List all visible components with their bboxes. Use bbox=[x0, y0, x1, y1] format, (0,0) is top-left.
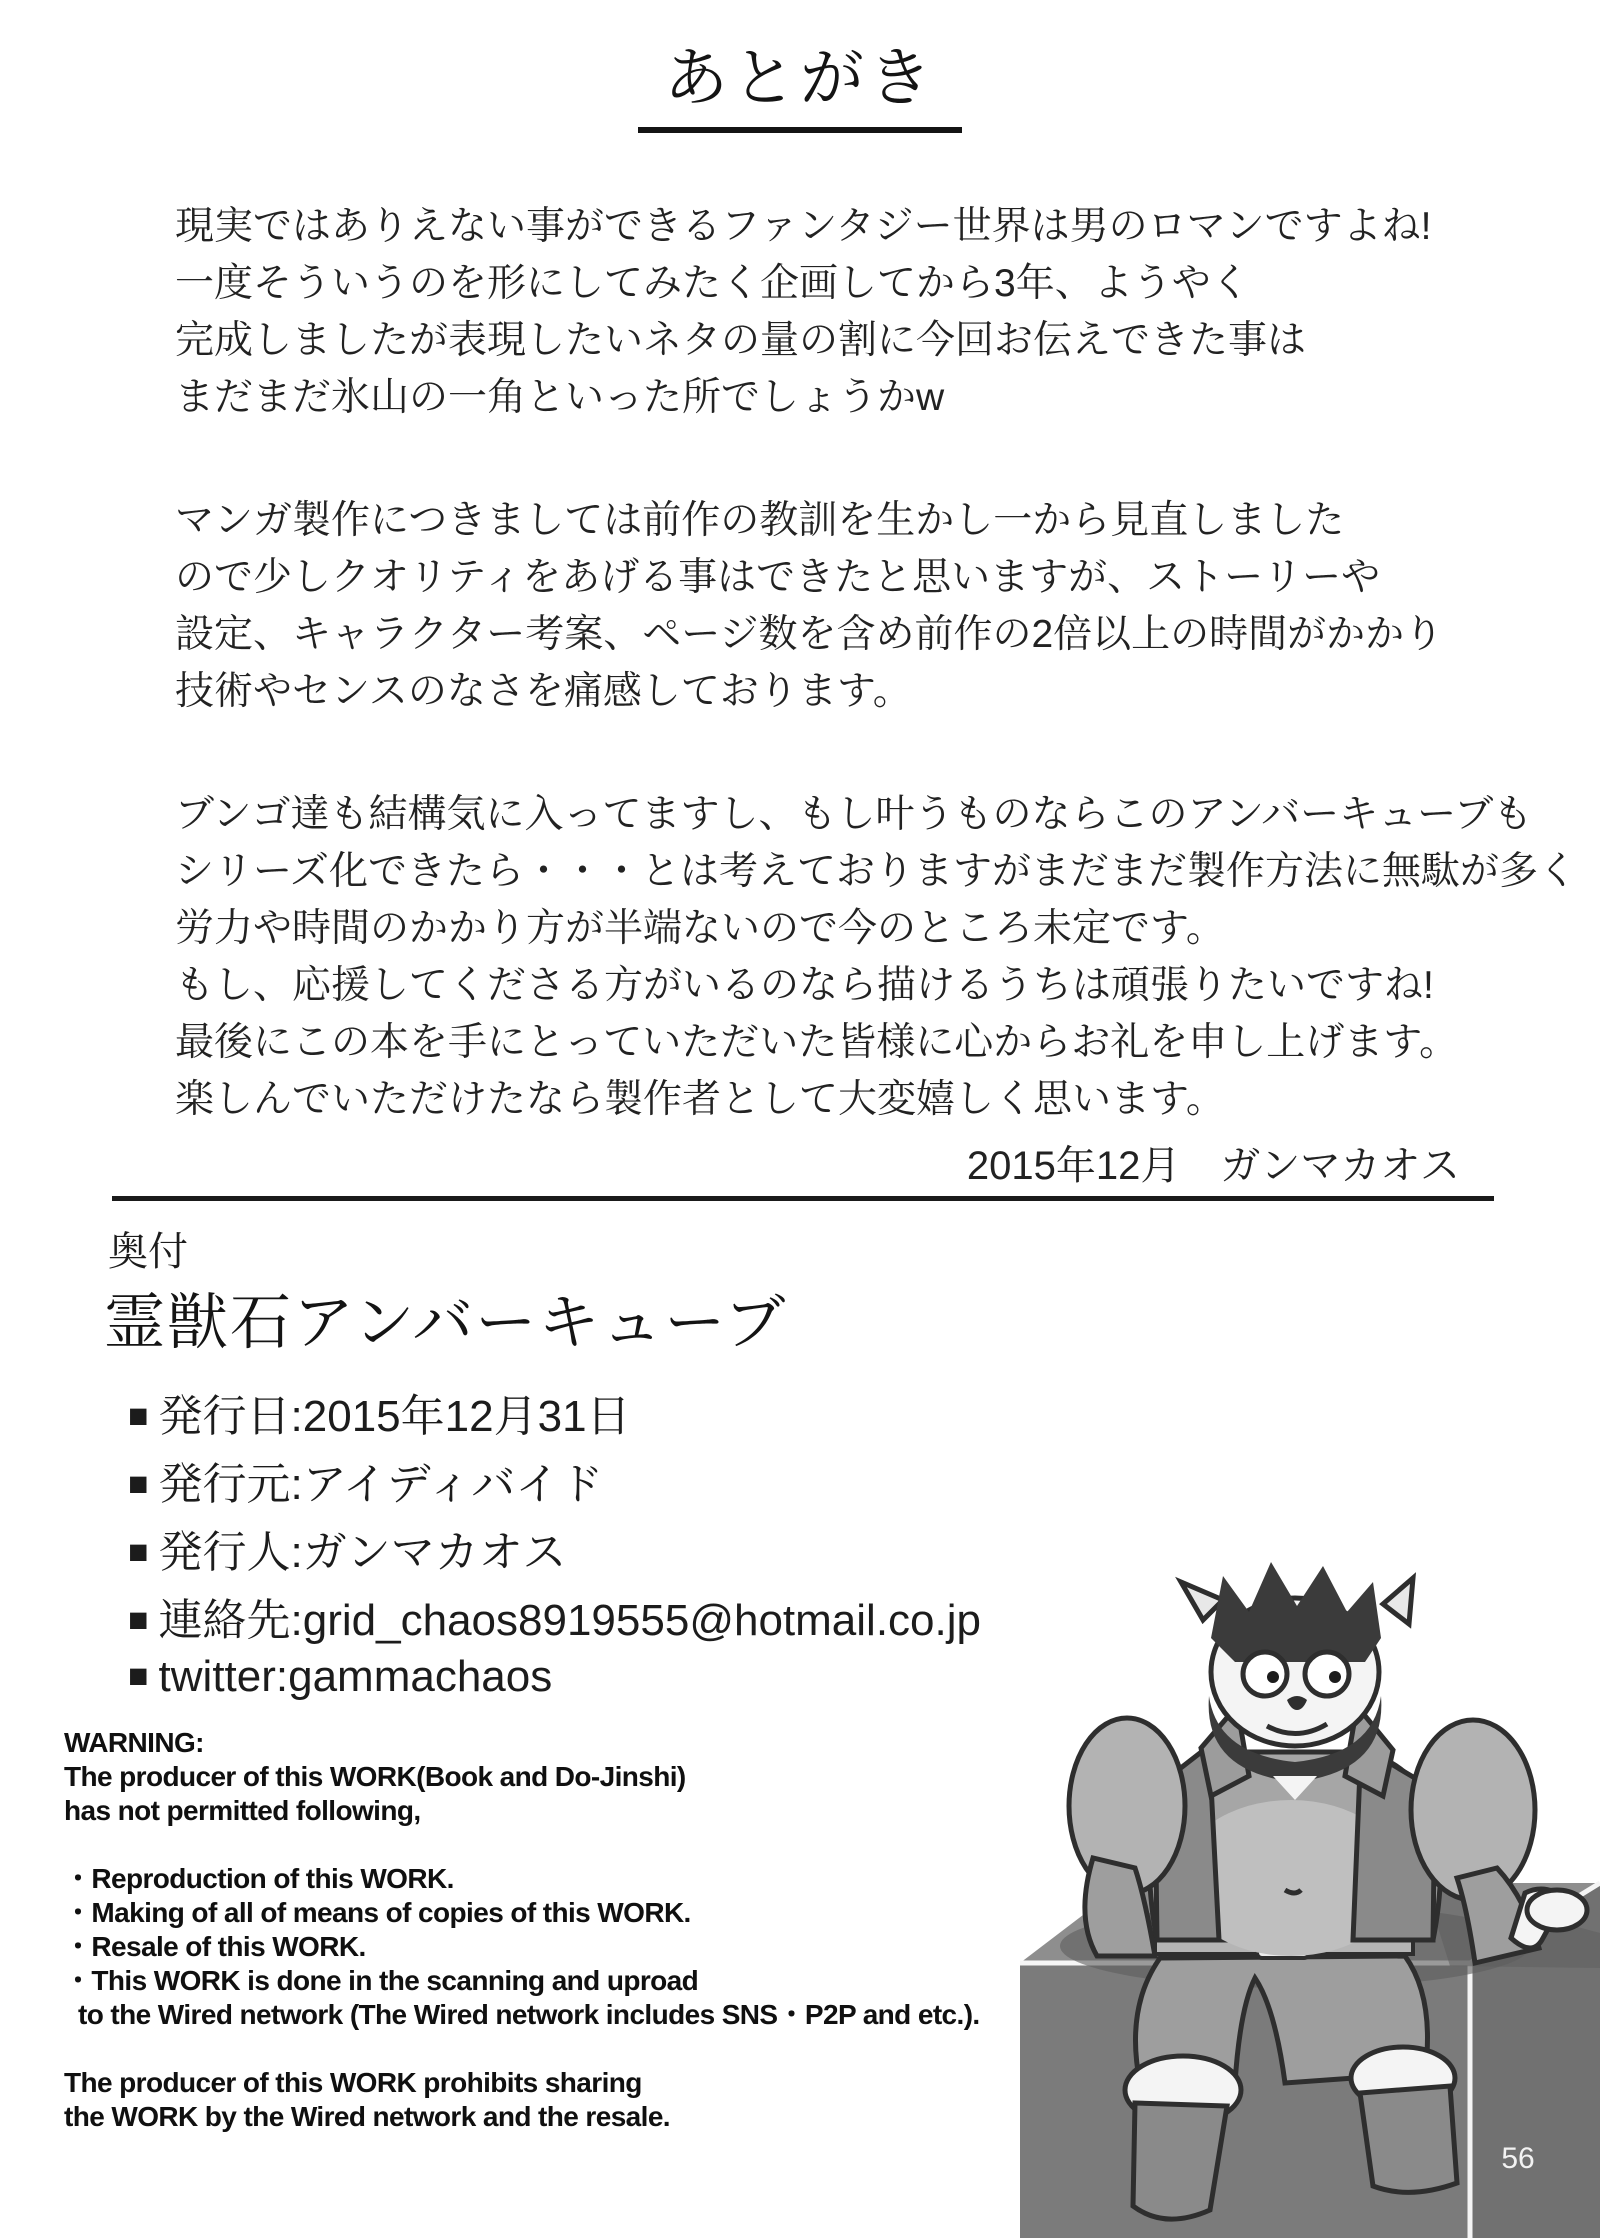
colophon-item-publisher bbox=[128, 1448, 603, 1512]
paragraph-line: マンガ製作につきましては前作の教訓を生かし一から見直しました bbox=[175, 499, 1345, 542]
paragraph-line: 技術やセンスのなさを痛感しております。 bbox=[175, 670, 912, 713]
colophon-item-twitter bbox=[128, 1652, 552, 1702]
colophon-item-contact-email bbox=[128, 1584, 981, 1648]
afterword-paragraph-3 bbox=[175, 786, 1577, 1128]
warning-item-continued: to the Wired network (The Wired network includes SNS・P2P and etc.). bbox=[78, 1999, 980, 2030]
warning-heading: WARNING: bbox=[64, 1727, 204, 1758]
paragraph-line: シリーズ化できたら・・・とは考えておりますがまだまだ製作方法に無駄が多く bbox=[175, 850, 1578, 893]
paragraph-line: 労力や時間のかかり方が半端ないので今のところ未定です。 bbox=[175, 907, 1225, 950]
warning-line: The producer of this WORK prohibits sharing bbox=[64, 2067, 642, 2098]
spacer bbox=[64, 2032, 980, 2066]
colophon-item-text: 発行日:2015年12月31日 bbox=[158, 1392, 631, 1441]
warning-line: The producer of this WORK(Book and Do-Jinshi) bbox=[64, 1761, 686, 1792]
colophon-item-text: twitter:gammachaos bbox=[158, 1652, 553, 1701]
paragraph-line: もし、応援してくださる方がいるのなら描けるうちは頑張りたいですね! bbox=[175, 964, 1434, 1007]
square-bullet-icon: ■ bbox=[128, 1601, 149, 1639]
square-bullet-icon: ■ bbox=[128, 1465, 149, 1503]
page-title: あとがき bbox=[638, 40, 962, 133]
afterword-paragraph-1 bbox=[175, 198, 1432, 426]
paragraph-line: 一度そういうのを形にしてみたく企画してから3年、ようやく bbox=[175, 262, 1250, 305]
warning-block bbox=[64, 1726, 980, 2134]
paragraph-line: まだまだ氷山の一角といった所でしょうかw bbox=[175, 376, 945, 419]
colophon-item-text: 発行元:アイディバイド bbox=[158, 1460, 604, 1509]
square-bullet-icon: ■ bbox=[128, 1533, 149, 1571]
book-title: 霊獣石アンバーキューブ bbox=[104, 1288, 788, 1356]
colophon-item-author bbox=[128, 1516, 566, 1580]
warning-item: ・Making of all of means of copies of this WORK. bbox=[64, 1897, 691, 1928]
signature: 2015年12月 ガンマカオス bbox=[966, 1144, 1460, 1188]
paragraph-line: ブンゴ達も結構気に入ってますし、もし叶うものならこのアンバーキューブも bbox=[175, 793, 1533, 836]
divider-line bbox=[112, 1196, 1494, 1201]
warning-line: has not permitted following, bbox=[64, 1795, 421, 1826]
warning-item: ・Reproduction of this WORK. bbox=[64, 1863, 454, 1894]
page-header bbox=[0, 40, 1600, 133]
page-number: 56 bbox=[1501, 2142, 1535, 2175]
paragraph-line: 最後にこの本を手にとっていただいた皆様に心からお礼を申し上げます。 bbox=[175, 1021, 1459, 1064]
warning-item: ・Resale of this WORK. bbox=[64, 1931, 366, 1962]
colophon-item-publish-date bbox=[128, 1380, 631, 1444]
paragraph-line: 設定、キャラクター考案、ページ数を含め前作の2倍以上の時間がかかり bbox=[175, 613, 1444, 656]
square-bullet-icon: ■ bbox=[128, 1397, 149, 1435]
colophon-label: 奥付 bbox=[108, 1230, 188, 1274]
warning-item: ・This WORK is done in the scanning and uproad bbox=[64, 1965, 699, 1996]
spacer bbox=[64, 1828, 980, 1862]
paragraph-line: ので少しクオリティをあげる事はできたと思いますが、ストーリーや bbox=[175, 556, 1381, 599]
square-bullet-icon: ■ bbox=[128, 1657, 149, 1695]
warning-line: the WORK by the Wired network and the resale. bbox=[64, 2101, 670, 2132]
colophon-item-text: 連絡先:grid_chaos8919555@hotmail.co.jp bbox=[158, 1596, 981, 1645]
paragraph-line: 完成しましたが表現したいネタの量の割に今回お伝えできた事は bbox=[175, 319, 1307, 362]
mascot-illustration bbox=[1005, 1538, 1600, 2239]
paragraph-line: 楽しんでいただけたなら製作者として大変嬉しく思います。 bbox=[175, 1078, 1225, 1121]
afterword-paragraph-2 bbox=[175, 492, 1443, 720]
paragraph-line: 現実ではありえない事ができるファンタジー世界は男のロマンですよね! bbox=[175, 205, 1432, 248]
colophon-item-text: 発行人:ガンマカオス bbox=[158, 1528, 567, 1577]
